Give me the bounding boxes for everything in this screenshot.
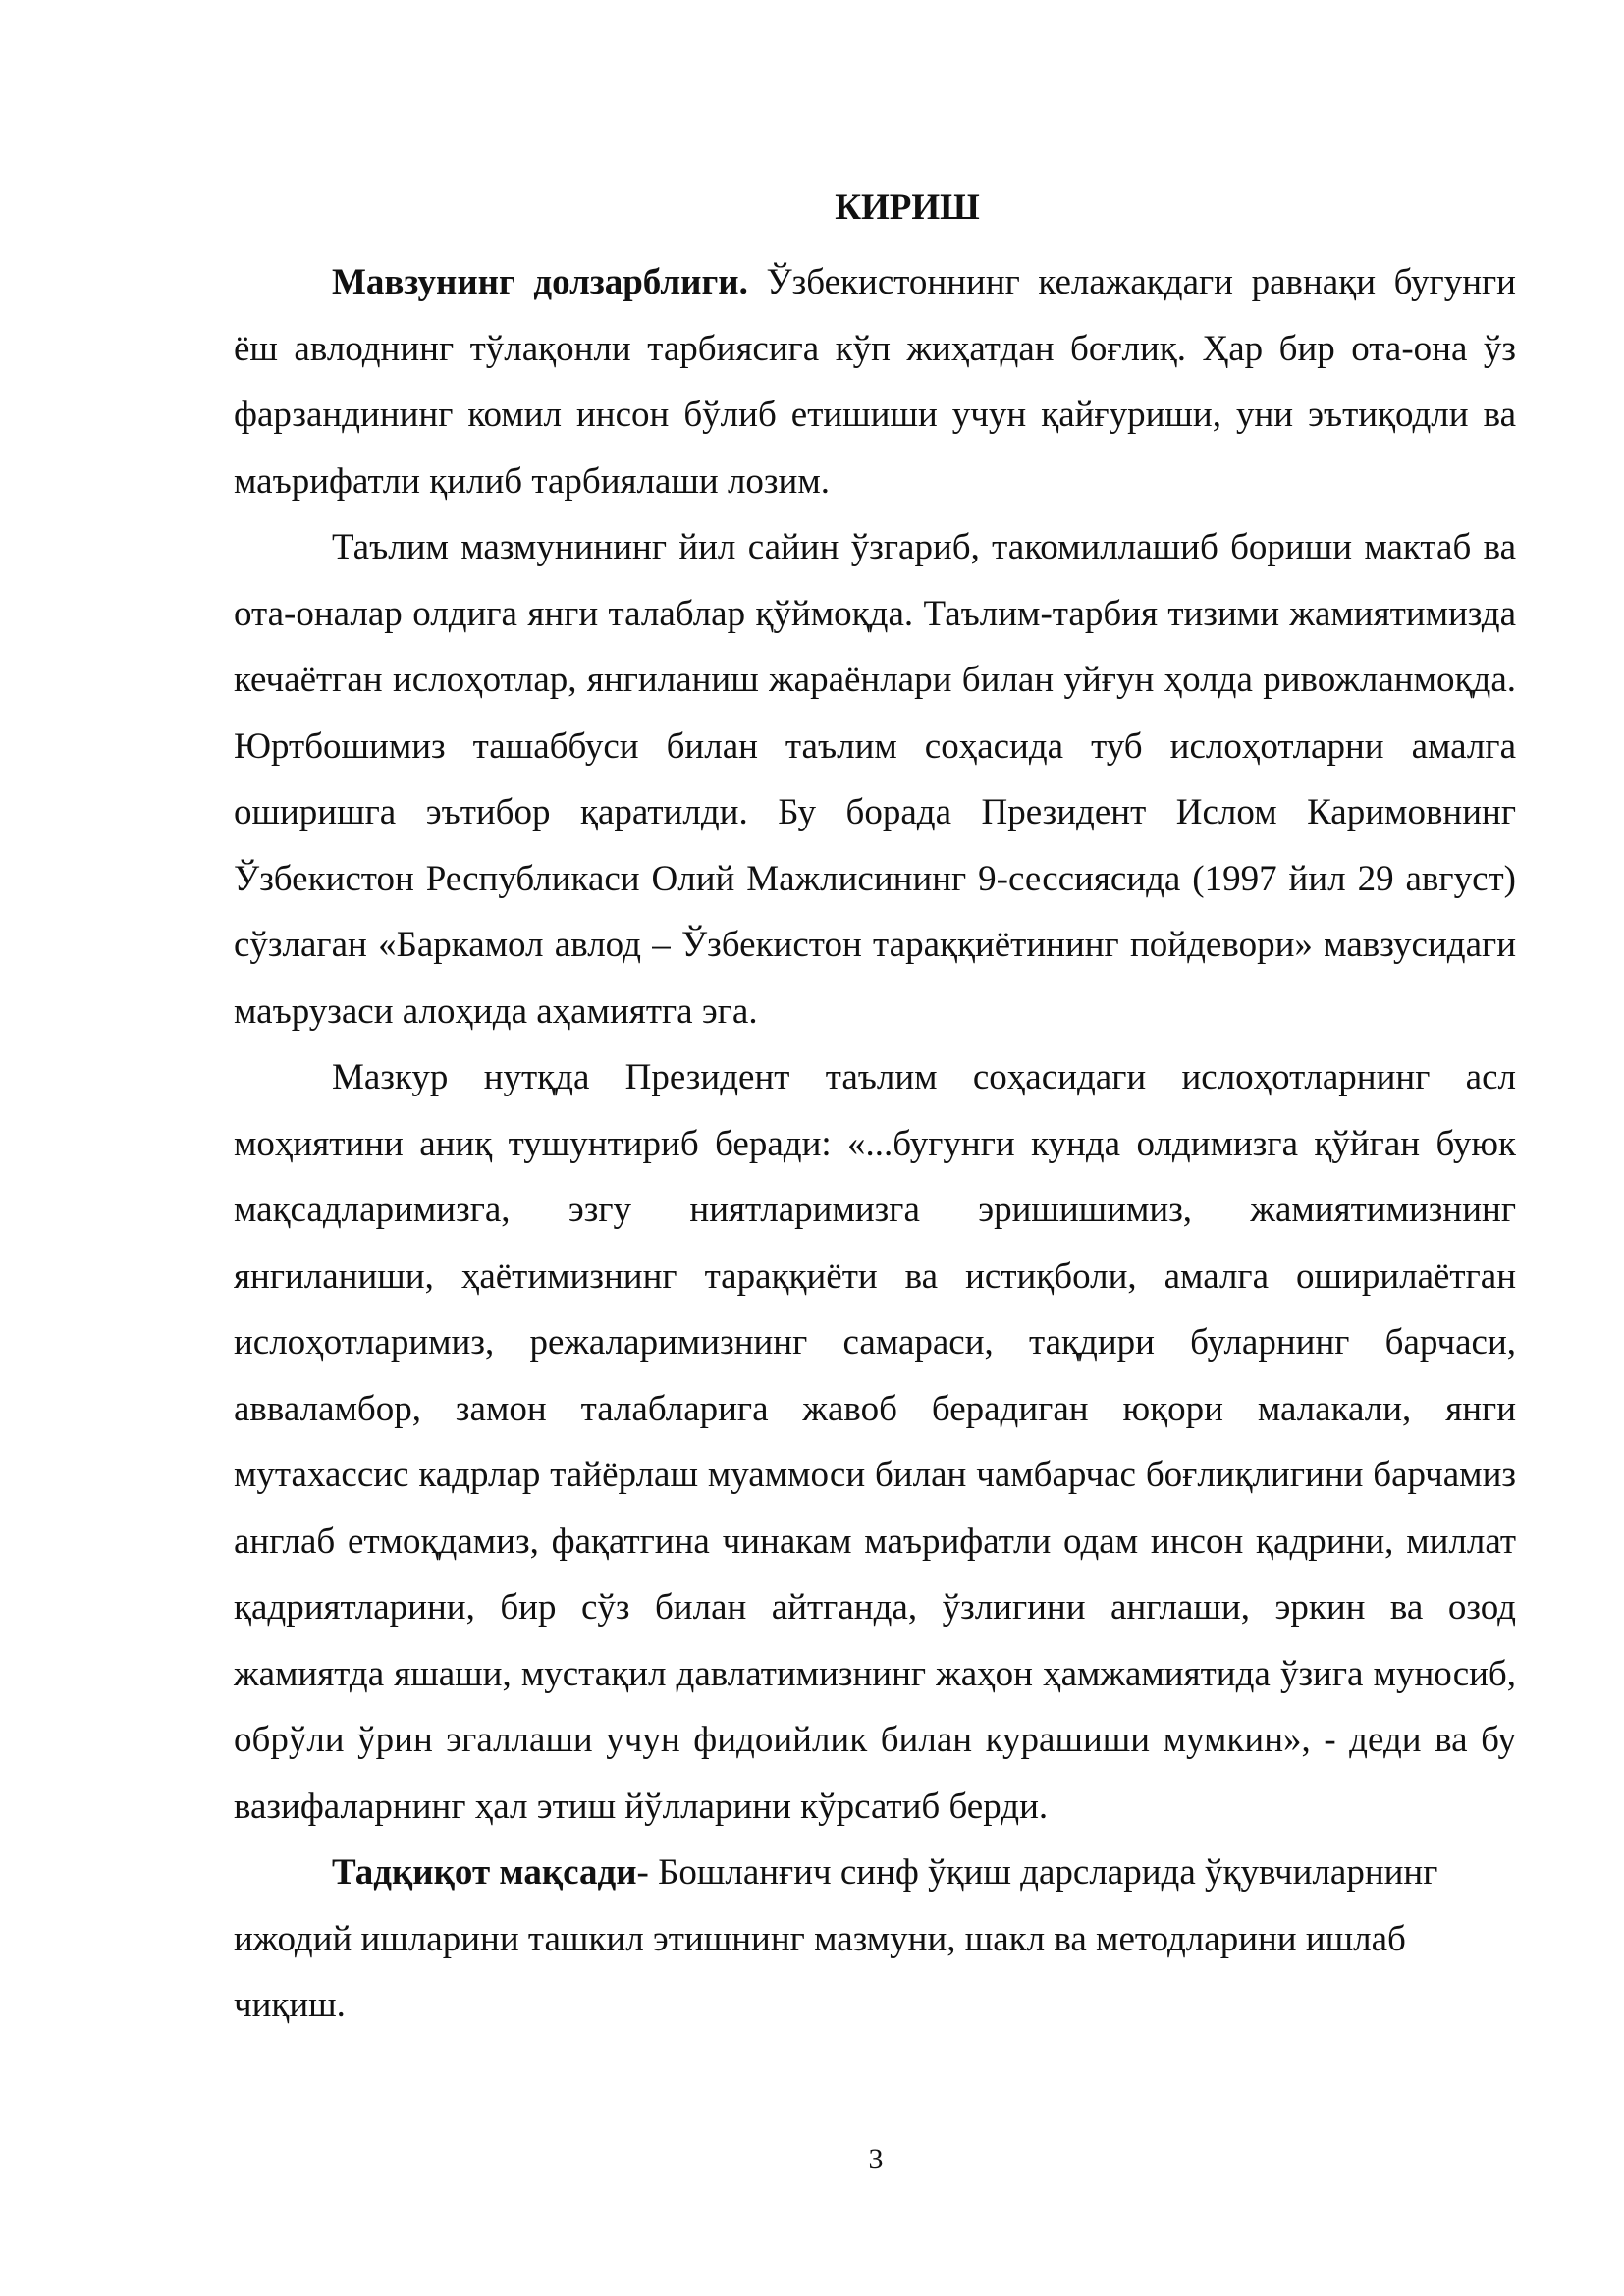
document-page — [234, 187, 1516, 2039]
paragraph-text: Мазкур нутқда Президент таълим соҳасидаги ислоҳотларнинг асл моҳиятини аниқ тушунтириб беради: «...бугунги кунда олдимизга қўйган буюк мақсадларимизга, эзгу ниятларимизга эришишимиз, жамиятимизнинг янгиланиши, ҳаётимизнинг тараққиёти ва истиқболи, амалга оширилаётган ислоҳотларимиз, режаларимизнинг самараси, тақдири буларнинг барчаси, авваламбор, замон талабларига жавоб берадиган юқори малакали, янги мутахассис кадрлар тайёрлаш муаммоси билан чамбарчас боғлиқлигини барчамиз англаб етмоқдамиз, фақатгина чинакам маърифатли одам инсон қадрини, миллат қадриятларини, бир сўз билан айтганда, ўзлигини англаши, эркин ва озод жамиятда яшаши, мустақил давлатимизнинг жаҳон ҳамжамиятида ўзига муносиб, обрўли ўрин эгаллаши учун фидоийлик билан курашиши мумкин», - деди ва бу вазифаларнинг ҳал этиш йўлларини кўрсатиб берди. — [234, 1057, 1516, 1827]
page-number: 3 — [868, 2143, 884, 2175]
paragraph-education-content — [234, 514, 1516, 1044]
paragraph-text: Ўзбекистоннинг келажакдаги равнақи бугунги ёш авлоднинг тўлақонли тарбиясига кўп жиҳатдан боғлиқ. Ҳар бир ота-она ўз фарзандининг комил инсон бўлиб етишиши учун қайғуриши, уни эътиқодли ва маърифатли қилиб тарбиялаши лозим. — [234, 262, 1516, 502]
section-heading: КИРИШ — [835, 187, 980, 228]
paragraph-relevance — [234, 249, 1516, 514]
paragraph-lead: Мавзунинг долзарблиги. — [332, 262, 748, 302]
paragraph-text: Таълим мазмунининг йил сайин ўзгариб, такомиллашиб бориши мактаб ва ота-оналар олдига янги талаблар қўймоқда. Таълим-тарбия тизими жамиятимизда кечаётган ислоҳотлар, янгиланиш жараёнлари билан уйғун ҳолда ривожланмоқда. Юртбошимиз ташаббуси билан таълим соҳасида туб ислоҳотларни амалга оширишга эътибор қаратилди. Бу борада Президент Ислом Каримовнинг Ўзбекистон Республикаси Олий Мажлисининг 9-сессиясида (1997 йил 29 август) сўзлаган «Баркамол авлод – Ўзбекистон тараққиётининг пойдевори» мавзусидаги маърузаси алоҳида аҳамиятга эга. — [234, 527, 1516, 1032]
paragraph-research-goal — [234, 1840, 1516, 2039]
paragraph-lead: Тадқиқот мақсади — [332, 1852, 637, 1893]
paragraph-text: - Бошланғич синф ўқиш дарсларида ўқувчиларнинг ижодий ишларини ташкил этишнинг мазмуни, шакл ва методларини ишлаб чиқиш. — [234, 1852, 1438, 2025]
paragraph-president-speech — [234, 1044, 1516, 1840]
